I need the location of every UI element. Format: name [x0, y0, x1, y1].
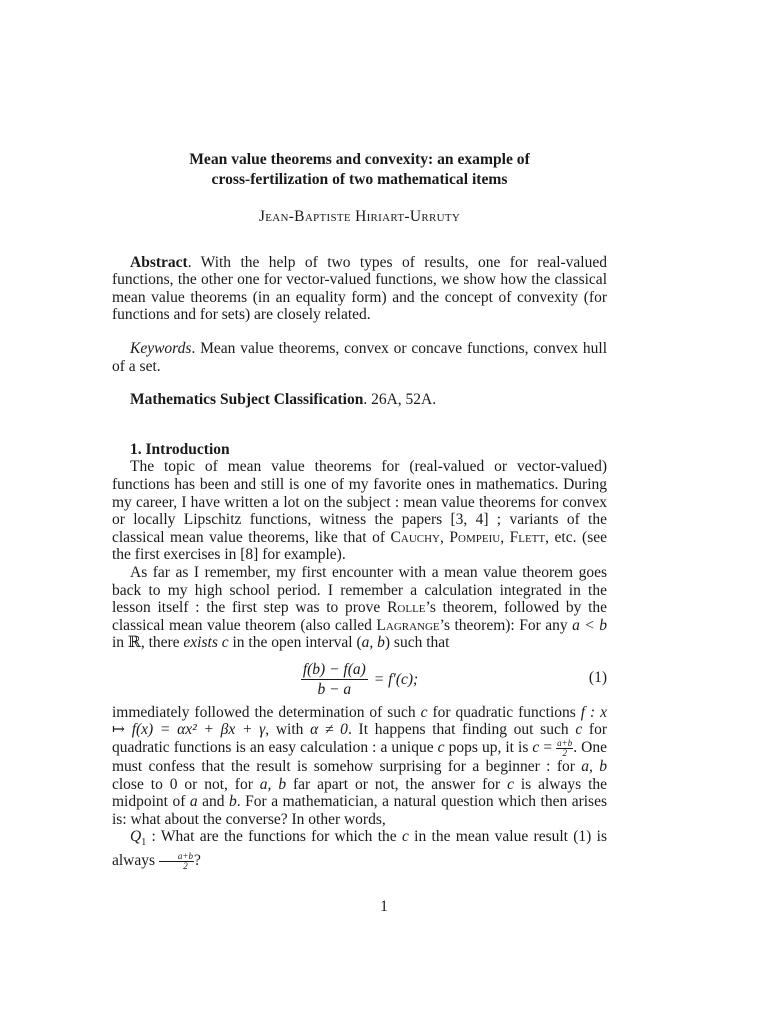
keywords: [112, 340, 607, 375]
paper-title: [112, 150, 607, 190]
name-flett: Flett: [509, 528, 546, 546]
title-line-2: cross-fertilization of two mathematical items: [211, 171, 508, 188]
intro-paragraph-2: As far as I remember, my first encounter with a mean value theorem goes back to my high school period. I remember a calculation integrated in the lesson itself : the first step was to prove Rolle’s theorem, followed by the classical mean value theorem (also called Lagrange’s theorem): For any a < b in ℝ, there exists c in the open interval (a, b) such that: [112, 563, 608, 652]
keywords-label: Keywords: [130, 339, 192, 357]
subject-classification: [112, 391, 607, 409]
intro-paragraph-3: immediately followed the determination of such c for quadratic functions f : x ↦ f(x) = αx² + βx + γ, with α ≠ 0. It happens that finding out such c for quadratic functions is an easy calculation : a unique c pops up, it is c = $\frac{a+b}{2}$ . One must confess that the result is somehow surprising for a beginner : for a, b close to 0 or not, for a, b far apart or not, the answer for c is always the midpoint of a and b. For a mathematician, a natural question which then arises is: what about the converse? In other words,: [112, 703, 608, 828]
question-q1: $Q_1$ : What are the functions for which the c in the mean value result (1) is always $\frac{a+b}{2}$ ?: [112, 828, 607, 872]
midpoint-fraction: $\frac{a+b}{2}$: [557, 738, 573, 759]
midpoint-fraction-q1: $\frac{a+b}{2}$: [159, 852, 194, 871]
abstract-label: Abstract: [130, 253, 188, 271]
msc-label: Mathematics Subject Classification: [130, 391, 364, 409]
name-lagrange: Lagrange: [376, 616, 440, 634]
msc-text: . 26A, 52A.: [363, 391, 437, 409]
abstract-text: . With the help of two types of results, one for real-valued functions, the other one for vector-valued functions, we show how the classical mean value theorems (in an equality form) and the concept of convexity (for functions and for sets) are closely related.: [112, 253, 607, 324]
name-cauchy: Cauchy: [390, 528, 440, 546]
title-line-1: Mean value theorems and convexity: an example of: [189, 151, 530, 168]
name-pompeiu: Pompeiu: [449, 528, 501, 546]
paper-page: [112, 150, 607, 871]
intro-paragraph-1: The topic of mean value theorems for (real-valued or vector-valued) functions has been and still is one of my favorite ones in mathematics. During my career, I have written a lot on the subject : mean value theorems for convex or locally Lipschitz functions, witness the papers [3, 4] ; variants of the classical mean value theorems, like that of Cauchy, Pompeiu, Flett, etc. (see the first exercises in [8] for example).: [112, 458, 607, 564]
keywords-text: . Mean value theorems, convex or concave functions, convex hull of a set.: [112, 339, 607, 375]
author-name: Jean-Baptiste Hiriart-Urruty: [258, 208, 461, 225]
equation-1: [112, 658, 607, 702]
page-number: 1: [380, 898, 388, 915]
equation-rhs: = f′(c);: [373, 671, 419, 689]
name-rolle: Rolle: [387, 599, 426, 617]
equation-number: (1): [588, 668, 607, 686]
section-heading-introduction: 1. Introduction: [130, 440, 230, 458]
equation-denominator: b − a: [317, 681, 352, 699]
equation-numerator: f(b) − f(a): [301, 661, 368, 681]
abstract: [112, 254, 607, 324]
equation-fraction: [301, 661, 368, 699]
